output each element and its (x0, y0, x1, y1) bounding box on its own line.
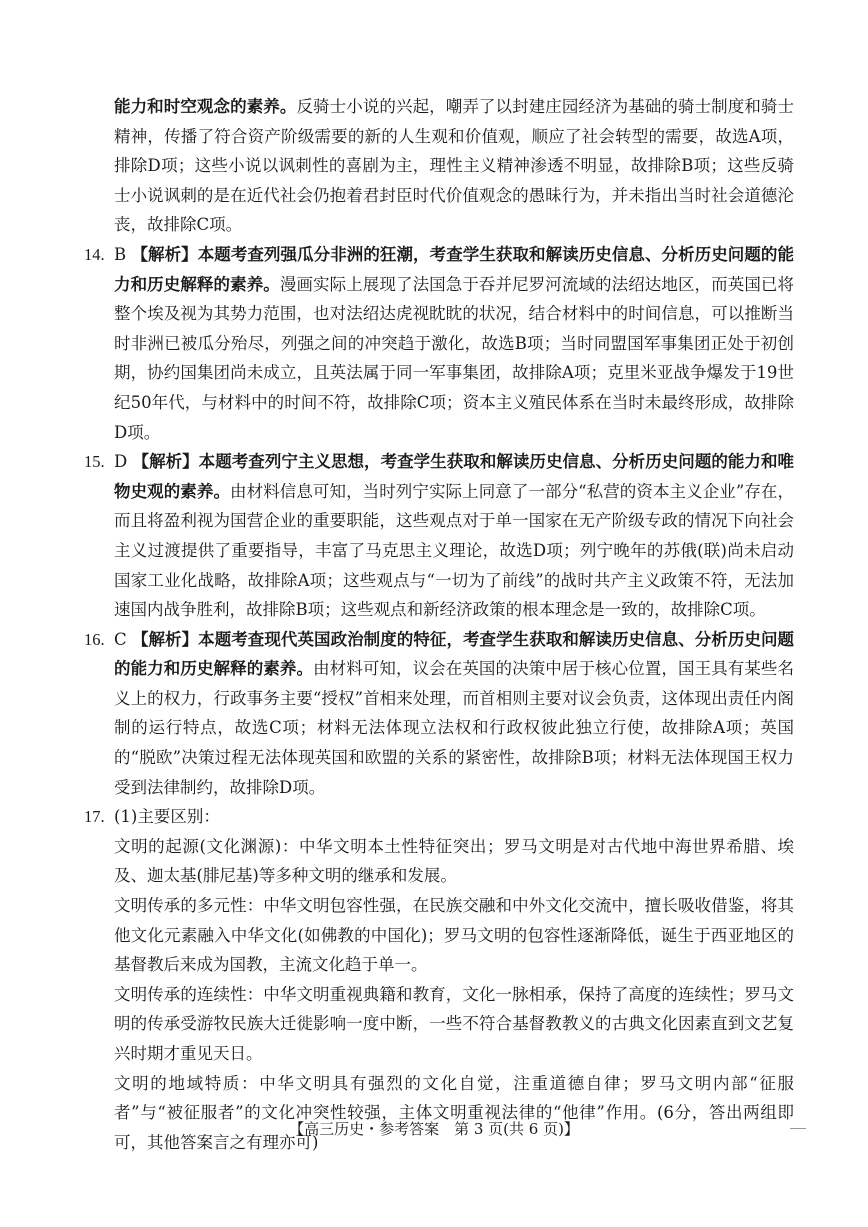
answer-letter: D (114, 452, 128, 472)
question-15-body (114, 447, 794, 625)
q17-paragraph: 文明的起源(文化渊源)：中华文明本土性特征突出；罗马文明是对古代地中海世界希腊、埃及、迦太基(腓尼基)等多种文明的继承和发展。 (114, 836, 794, 886)
question-16-body (114, 625, 794, 803)
question-14-body (114, 240, 794, 447)
analysis-text: 由材料信息可知，当时列宁实际上同意了一部分“私营的资本主义企业”存在，而且将盈利视为国营企业的重要职能，这些观点对于单一国家在无产阶级专政的情况下向社会主义过渡提供了重要指导，丰富了马克思主义理论，故选D项；列宁晚年的苏俄(联)尚未启动国家工业化战略，故排除A项；这些观点与“一切为了前线”的战时共产主义政策不符，无法加速国内战争胜利，故排除B项；这些观点和新经济政策的根本理念是一致的，故排除C项。 (114, 481, 795, 620)
analysis-heading: 【解析】本题考查列宁主义思想，考查学生获取和解读历史信息、分析历史问题的能力和唯物史观的素养。 (114, 452, 795, 501)
question-number: 15. (84, 452, 105, 472)
corner-mark (790, 1128, 806, 1129)
q17-paragraph: 文明传承的多元性：中华文明包容性强，在民族交融和中外文化交流中，擅长吸收借鉴，将其他文化元素融入中华文化(如佛教的中国化)；罗马文明的包容性逐渐降低，诞生于西亚地区的基督教后来成为国教，主流文化趋于单一。 (114, 896, 794, 975)
question-number: 17. (84, 807, 105, 827)
q17-paragraph: 文明传承的连续性：中华文明重视典籍和教育，文化一脉相承，保持了高度的连续性；罗马文明的传承受游牧民族大迁徙影响一度中断，一些不符合基督教教义的古典文化因素直到文艺复兴时期才重见天日。 (114, 984, 794, 1063)
question-number: 16. (84, 629, 105, 649)
question-14 (84, 240, 794, 447)
answer-letter: B (114, 244, 127, 264)
question-17-body (114, 802, 794, 1157)
question-number: 14. (84, 244, 105, 264)
analysis-text: 漫画实际上展现了法国急于吞并尼罗河流域的法绍达地区，而英国已将整个埃及视为其势力范围，也对法绍达虎视眈眈的状况，结合材料中的时间信息，可以推断当时非洲已被瓜分殆尽，列强之间的冲突趋于激化，故选B项；当时同盟国军事集团正处于初创期，协约国集团尚未成立，且英法属于同一军事集团，故排除A项；克里米亚战争爆发于19世纪50年代，与材料中的时间不符，故排除C项；资本主义殖民体系在当时未最终形成，故排除D项。 (114, 274, 795, 442)
question-15 (84, 447, 794, 625)
question-17 (84, 802, 794, 1157)
intro-paragraph (84, 92, 794, 240)
page-footer: 【高三历史・参考答案 第 3 页(共 6 页)】 (289, 1120, 579, 1138)
analysis-heading: 【解析】本题考查列强瓜分非洲的狂潮，考查学生获取和解读历史信息、分析历史问题的能力和历史解释的素养。 (114, 244, 794, 294)
q17-heading: (1)主要区别： (114, 807, 220, 827)
analysis-heading: 【解析】本题考查现代英国政治制度的特征，考查学生获取和解读历史信息、分析历史问题的能力和历史解释的素养。 (114, 629, 795, 679)
q17-paragraph: 文明的地域特质：中华文明具有强烈的文化自觉，注重道德自律；罗马文明内部“征服者”与“被征服者”的文化冲突性较强，主体文明重视法律的“他律”作用。(6分，答出两组即可，其他答案言之有理亦可) (114, 1073, 794, 1152)
intro-bold: 能力和时空观念的素养。 (114, 97, 297, 116)
analysis-text: 由材料可知，议会在英国的决策中居于核心位置，国王具有某些名义上的权力，行政事务主要“授权”首相来处理，而首相则主要对议会负责，这体现出责任内阁制的运行特点，故选C项；材料无法体现立法权和行政权彼此独立行使，故排除A项；英国的“脱欧”决策过程无法体现英国和欧盟的关系的紧密性，故排除B项；材料无法体现国王权力受到法律制约，故排除D项。 (114, 659, 795, 797)
question-16 (84, 625, 794, 803)
answer-letter: C (114, 629, 127, 649)
intro-text: 反骑士小说的兴起，嘲弄了以封建庄园经济为基础的骑士制度和骑士精神，传播了符合资产阶级需要的新的人生观和价值观，顺应了社会转型的需要，故选A项，排除D项；这些小说以讽刺性的喜剧为主，理性主义精神渗透不明显，故排除B项；这些反骑士小说讽刺的是在近代社会仍抱着君封臣时代价值观念的愚昧行为，并未指出当时社会道德沦丧，故排除C项。 (114, 97, 795, 235)
page-content (84, 92, 794, 1157)
